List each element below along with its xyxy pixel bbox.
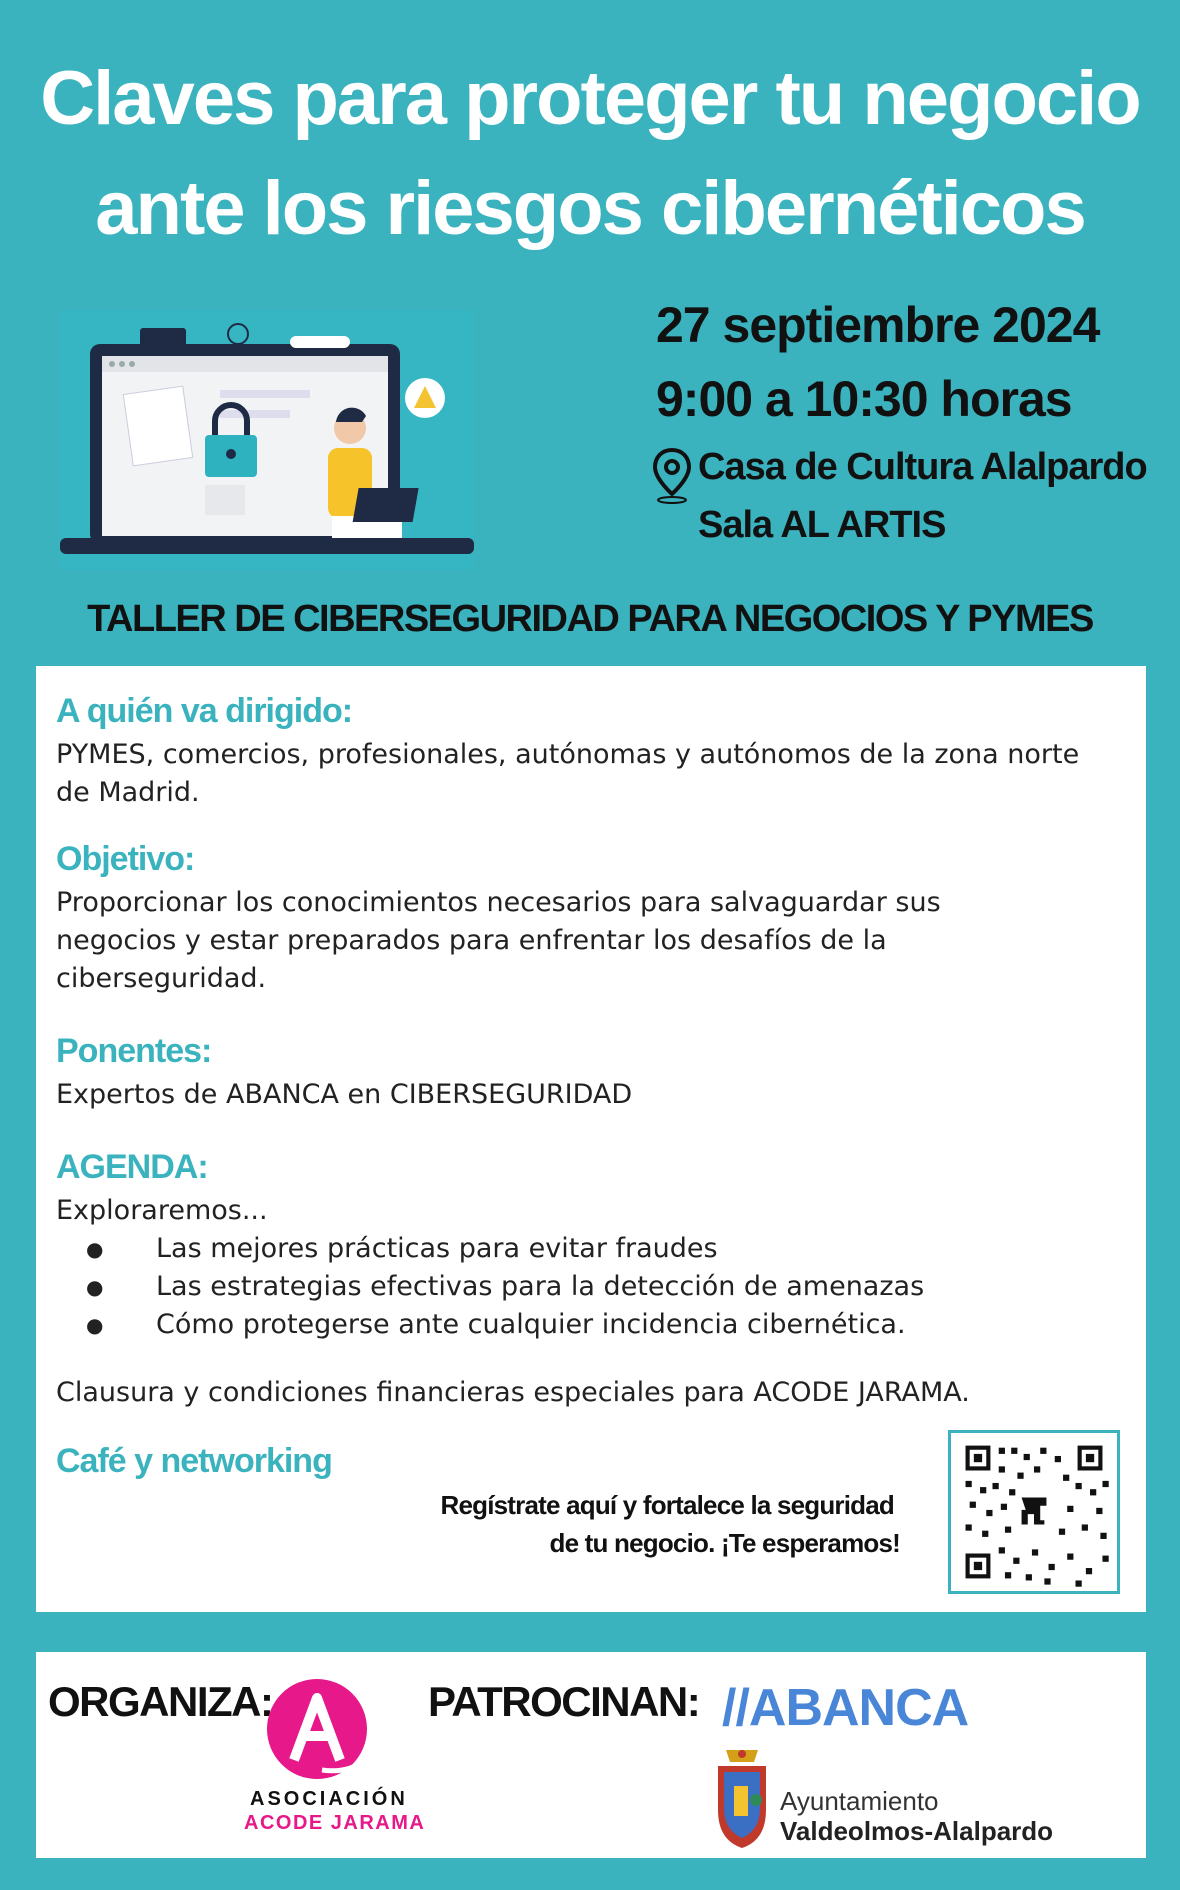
acode-line-1: ASOCIACIÓN: [250, 1788, 408, 1810]
venue-room: Sala AL ARTIS: [698, 504, 946, 546]
workshop-subtitle: TALLER DE CIBERSEGURIDAD PARA NEGOCIOS Y PYMES: [87, 598, 1093, 640]
coffee-heading: Café y networking: [56, 1442, 332, 1480]
agenda-list: [56, 1230, 924, 1344]
speakers-heading: Ponentes:: [56, 1032, 212, 1070]
agenda-heading: AGENDA:: [56, 1148, 208, 1186]
closing-text: Clausura y condiciones financieras especiales para ACODE JARAMA.: [56, 1377, 970, 1408]
cybersecurity-illustration: [60, 310, 474, 570]
audience-text: PYMES, comercios, profesionales, autónomas y autónomos de la zona norte de Madrid.: [56, 739, 1080, 808]
municipal-coat-of-arms: [712, 1746, 772, 1852]
objective-text: Proporcionar los conocimientos necesarios para salvaguardar sus negocios y estar preparados para enfrentar los desafíos de la ciberseguridad.: [56, 887, 941, 994]
acode-jarama-logo: [262, 1674, 372, 1784]
abanca-logo: //ABANCA: [722, 1679, 969, 1737]
ayuntamiento-line-2: Valdeolmos-Alalpardo: [780, 1816, 1054, 1846]
venue-name: Casa de Cultura Alalpardo: [698, 446, 1147, 488]
event-time: 9:00 a 10:30 horas: [656, 371, 1072, 427]
info-panel: [36, 666, 1146, 1612]
title-line-2: ante los riesgos cibernéticos: [95, 166, 1085, 251]
event-date: 27 septiembre 2024: [656, 297, 1100, 353]
registration-qr-code[interactable]: [948, 1430, 1120, 1594]
sponsors-footer: [36, 1652, 1146, 1858]
audience-heading: A quién va dirigido:: [56, 692, 353, 730]
ayuntamiento-line-1: Ayuntamiento: [780, 1786, 939, 1816]
location-pin-icon: [652, 448, 692, 504]
page-title: [0, 44, 1180, 264]
registration-line-2: de tu negocio. ¡Te esperamos!: [549, 1528, 900, 1558]
registration-line-1: Regístrate aquí y fortalece la seguridad: [440, 1490, 894, 1520]
list-item: ● Las estrategias efectivas para la detección de amenazas: [56, 1268, 924, 1306]
list-item: ● Las mejores prácticas para evitar fraudes: [56, 1230, 924, 1268]
patrocinan-label: PATROCINAN:: [428, 1678, 700, 1725]
speakers-text: Expertos de ABANCA en CIBERSEGURIDAD: [56, 1079, 633, 1110]
agenda-intro: Exploraremos...: [56, 1195, 268, 1226]
title-line-1: Claves para proteger tu negocio: [40, 56, 1140, 141]
objective-heading: Objetivo:: [56, 840, 195, 878]
acode-line-2: ACODE JARAMA: [244, 1812, 426, 1834]
list-item: ● Cómo protegerse ante cualquier incidencia cibernética.: [56, 1306, 924, 1344]
organiza-label: ORGANIZA:: [48, 1678, 273, 1725]
